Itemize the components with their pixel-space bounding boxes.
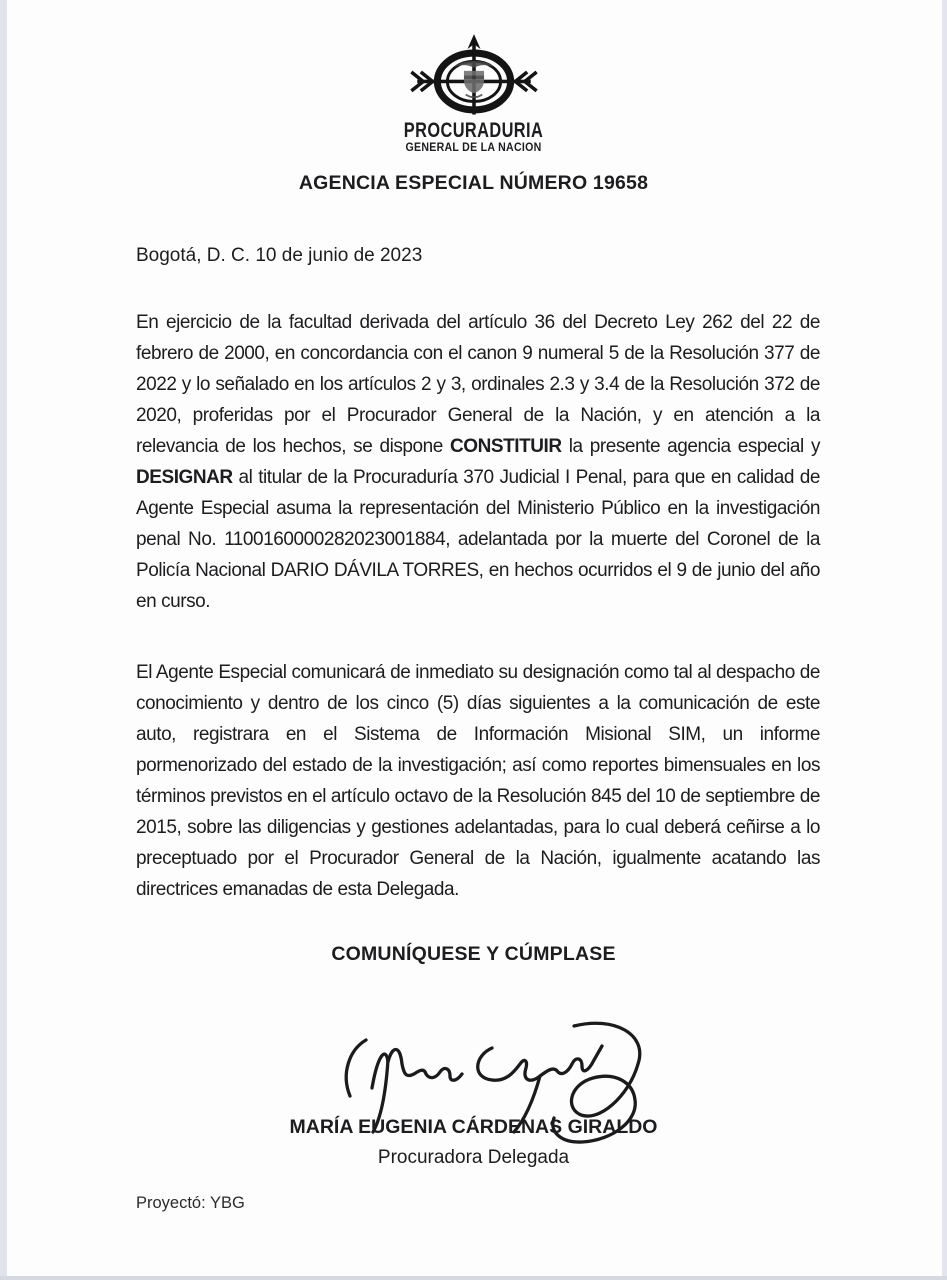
paragraph [136, 307, 820, 617]
body-paragraphs [136, 307, 820, 905]
org-name: PROCURADURIA [403, 119, 544, 142]
procuraduria-seal-icon [409, 34, 539, 123]
signatory-name: MARÍA EUGENIA CÁRDENAS GIRALDO [289, 1116, 658, 1138]
footer-note: Proyectó: YBG [136, 1194, 245, 1212]
org-subtitle: GENERAL DE LA NACION [405, 142, 542, 154]
scan-edge-bottom [0, 1276, 947, 1280]
text-segment: al titular de la Procuraduría 370 Judicial I Penal, para que en calidad de Agente Especial asuma la representación del Ministerio Público en la investigación penal No. 1100160000282023001884, adelantada por la muerte del Coronel de la Policía Nacional DARIO DÁVILA TORRES, en hechos ocurridos el 9 de junio del año en curso. [136, 467, 820, 612]
text-segment: El Agente Especial comunicará de inmediato su designación como tal al despacho de conocimiento y dentro de los cinco (5) días siguientes a la comunicación de este auto, registrara en el Sistema de Información Misional SIM, un informe pormenorizado del estado de la investigación; así como reportes bimensuales en los términos previstos en el artículo octavo de la Resolución 845 del 10 de septiembre de 2015, sobre las diligencias y gestiones adelantadas, para lo cual deberá ceñirse a lo preceptuado por el Procurador General de la Nación, igualmente acatando las directrices emanadas de esta Delegada. [136, 662, 820, 900]
letterhead [0, 34, 947, 128]
text-segment: la presente agencia especial y [561, 436, 820, 457]
closing-formula: COMUNÍQUESE Y CÚMPLASE [331, 943, 616, 965]
bold-text-segment: DESIGNAR [136, 467, 233, 488]
date-line: Bogotá, D. C. 10 de junio de 2023 [136, 245, 423, 266]
signatory-role: Procuradora Delegada [377, 1147, 570, 1168]
document-title: AGENCIA ESPECIAL NÚMERO 19658 [298, 172, 649, 194]
bold-text-segment: CONSTITUIR [449, 436, 562, 457]
condor-emblem [453, 61, 493, 97]
text-segment: En ejercicio de la facultad derivada del artículo 36 del Decreto Ley 262 del 22 de febrero de 2000, en concordancia con el canon 9 numeral 5 de la Resolución 377 de 2022 y lo señalado en los artículos 2 y 3, ordinales 2.3 y 3.4 de la Resolución 372 de 2020, proferidas por el Procurador General de la Nación, y en atención a la relevancia de los hechos, se dispone [136, 312, 820, 457]
paragraph [136, 657, 820, 905]
handwritten-signature-icon [328, 1018, 668, 1164]
